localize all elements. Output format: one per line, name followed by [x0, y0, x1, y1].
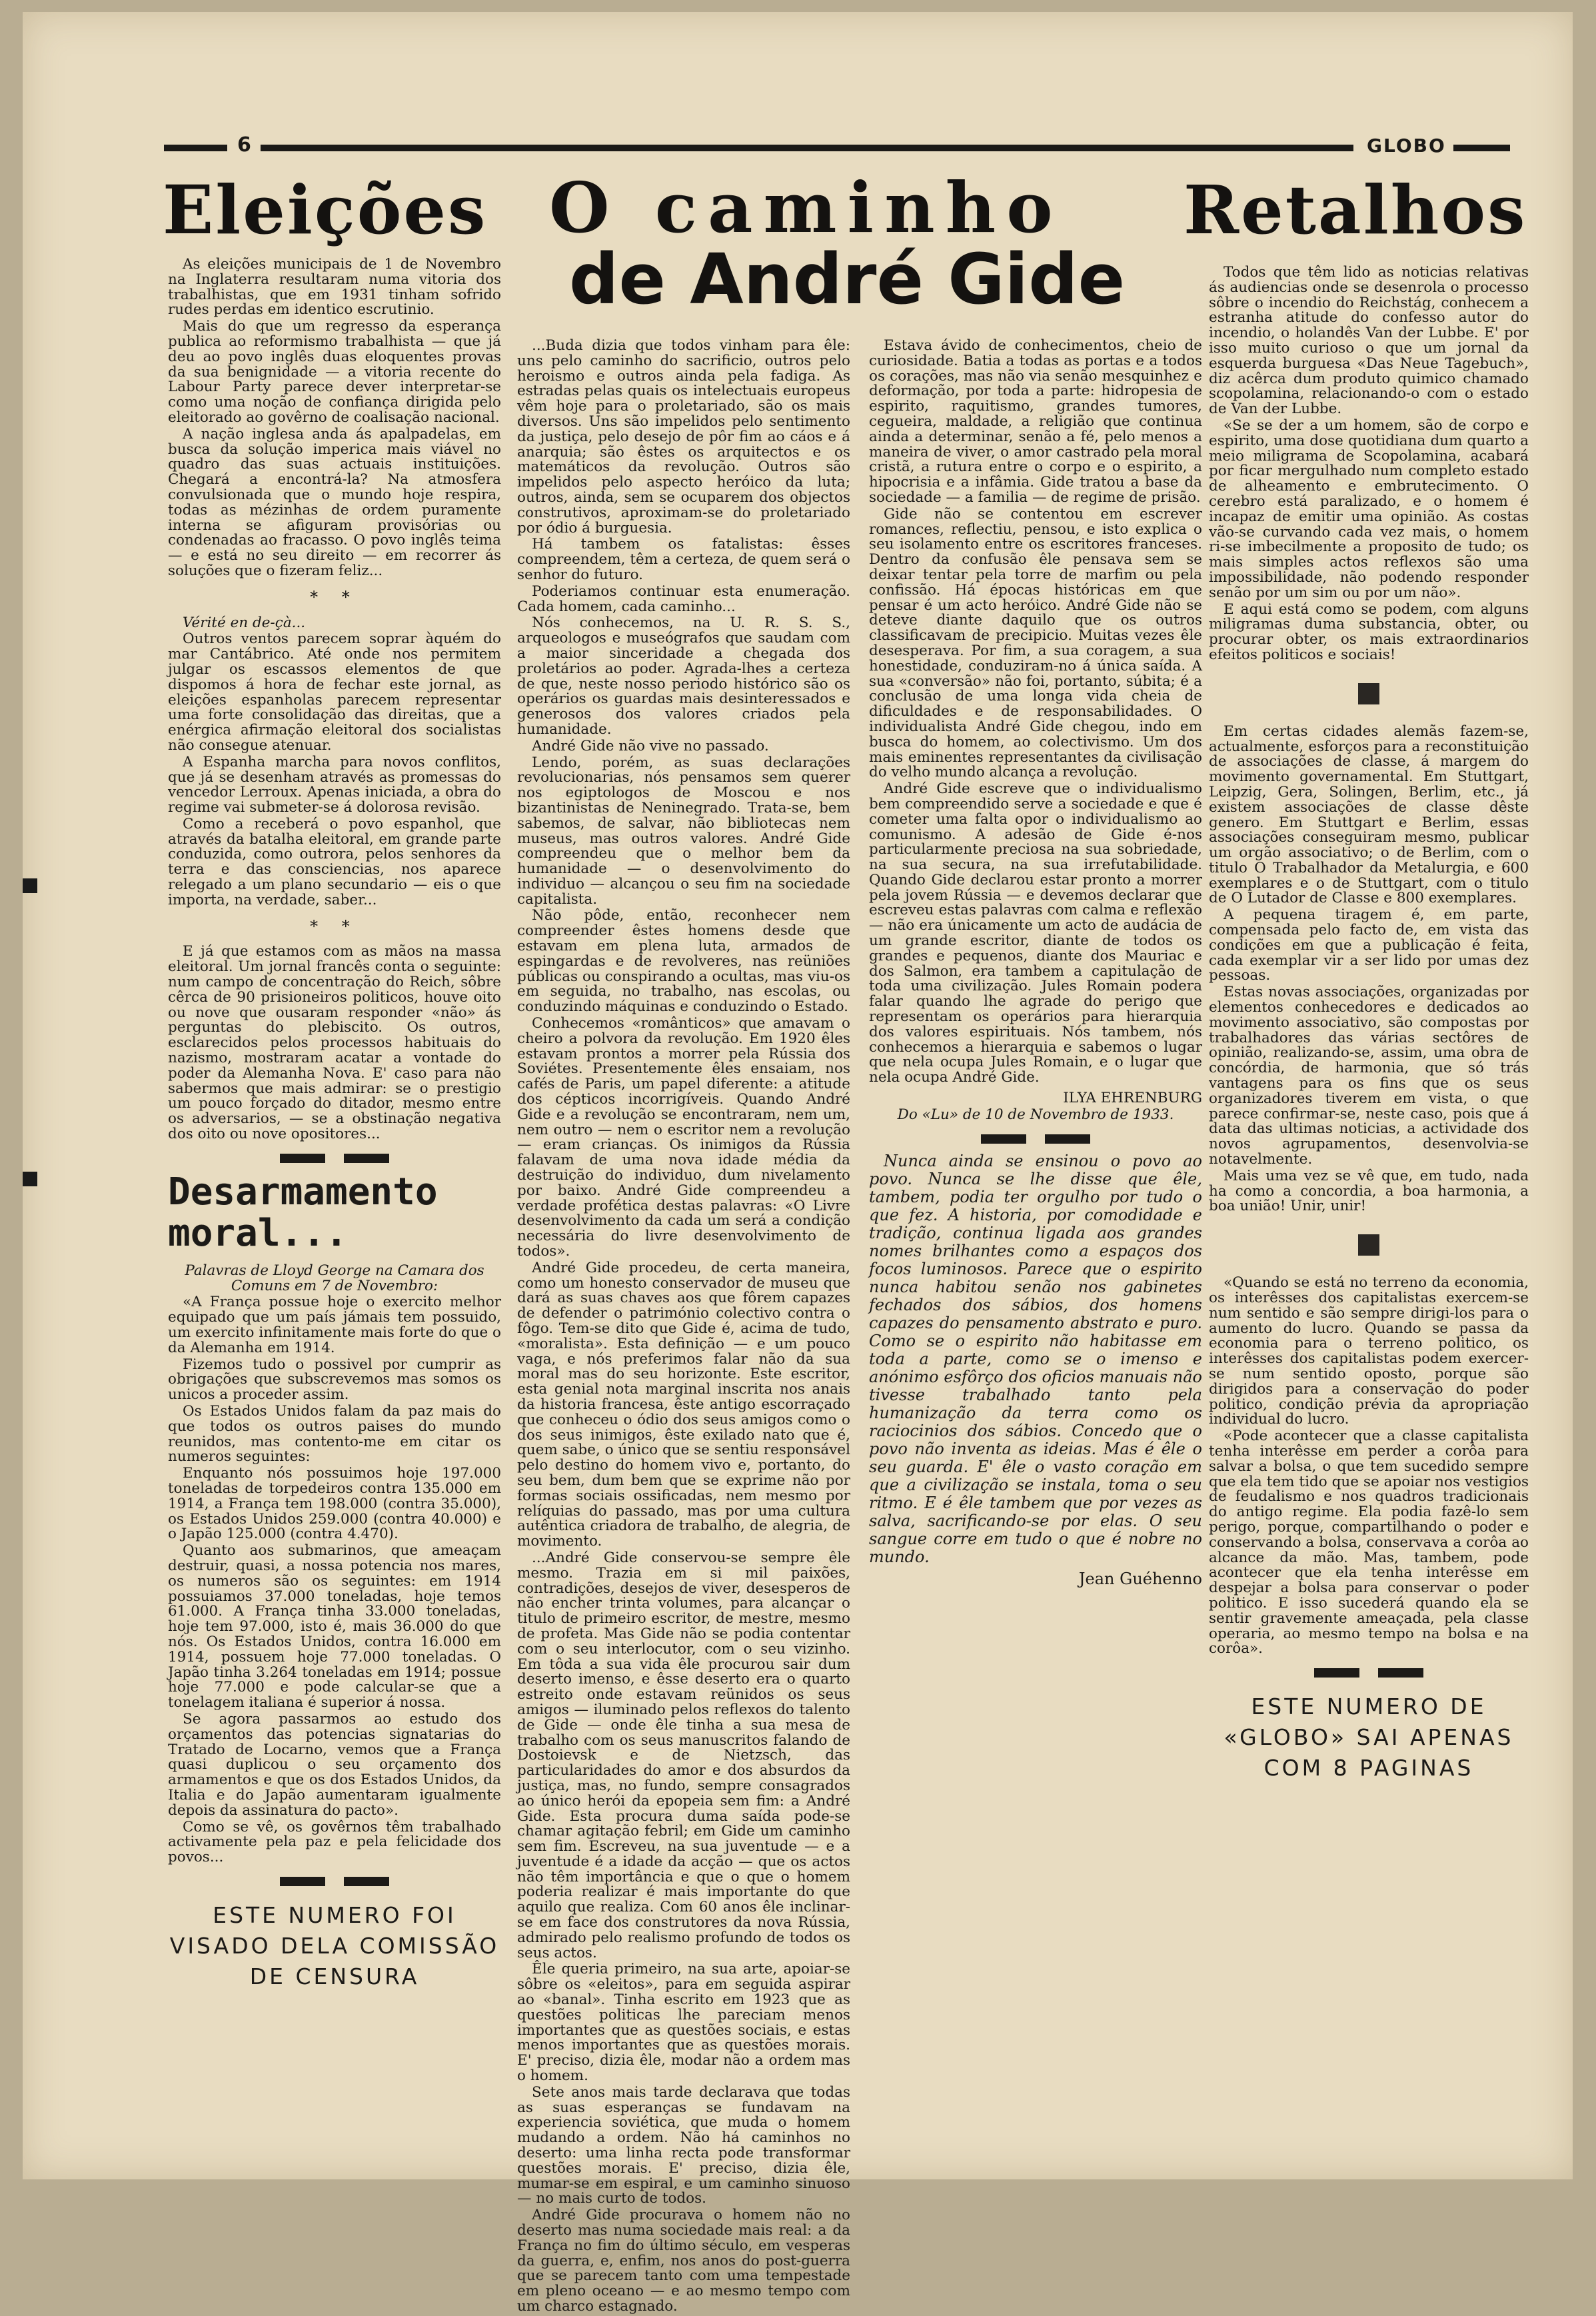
paragraph: As eleições municipais de 1 de Novembro na Inglaterra resultaram numa vitoria dos trabalhistas, que em 1931 tinham sofrido rudes perdas em identico escrutinio. — [168, 256, 501, 319]
paragraph: A nação inglesa anda ás apalpadelas, em busca da solução imperica mais viável no quadro das suas actuais instituições. Chegará a encontrá-la? Na atmosfera convulsionada que o mundo hoje respira, todas as mézinhas de ordem puramente interna se afiguram provisórias ou condenadas ao fracasso. O povo inglês teima — e está no seu direito — em recorrer ás soluções que o fizeram feliz... — [168, 425, 501, 579]
paragraph: Fizemos tudo o possivel por cumprir as obrigações que subscrevemos mas somos os unicos a proceder assim. — [168, 1356, 501, 1404]
quote-author: Jean Guéhenno — [1078, 1569, 1202, 1588]
censorship-notice: ESTE NUMERO FOI VISADO DELA COMISSÃO DE CENSURA — [169, 1901, 500, 1989]
subheadline-desarmamento: Desarmamento moral... — [168, 1170, 438, 1255]
notice-eight-pages: ESTE NUMERO DE «GLOBO» SAI APENAS COM 8 PAGINAS — [1223, 1694, 1514, 1781]
column-gide-a — [517, 339, 850, 2316]
paragraph: E aqui está como se podem, com alguns miligramas duma substancia, obter, ou procurar obter, os mais extraordinarios efeitos politicos e sociais! — [1209, 600, 1529, 663]
paragraph: Outros ventos parecem soprar àquém do mar Cantábrico. Até onde nos permitem julgar os escassos elementos de que dispomos á hora de fechar este jornal, as eleições espanholas parecem representar uma forte consolidação das direitas, que a enérgica afirmação eleitoral dos socialistas não consegue atenuar. — [168, 630, 501, 754]
paragraph: Mais do que um regresso da esperança publica ao reformismo trabalhista — que já deu ao povo inglês duas eloquentes provas da sua benignidade — a vitoria recente do Labour Party parece dever interpretar-se como uma noção de confiança dirigida pelo eleitorado ao govêrno de coalisação nacional. — [168, 318, 501, 426]
paragraph: Há tambem os fatalistas: êsses compreendem, têm a certeza, de quem será o senhor do futuro. — [517, 536, 850, 583]
masthead: GLOBO — [1367, 135, 1446, 157]
paragraph: A pequena tiragem é, em parte, compensada pelo facto de, em vista das condições em que a publicação é feita, cada exemplar vir a ser lido por umas dez pessoas. — [1209, 906, 1529, 984]
section-square — [1358, 1234, 1379, 1256]
headline-retalhos: Retalhos — [1184, 171, 1527, 249]
header-rule — [261, 145, 1353, 151]
paragraph: Poderiamos continuar esta enumeração. Cada homem, cada caminho... — [517, 582, 850, 615]
section-separator: * * — [310, 916, 359, 936]
author-signature: ILYA EHRENBURG — [1063, 1090, 1202, 1107]
paragraph: Todos que têm lido as noticias relativas ás audiencias onde se desenrola o processo sôbre o incendio do Reichstág, conhecem a estranha atitude do confesso autor do incendio, o holandês Van der Lubbe. E' por isso muito curioso o que um jornal da esquerda burguesa «Das Neue Tagebuch», diz acêrca dum produto quimico chamado scopolamina, relacionando-o com o estado de Van der Lubbe. — [1209, 264, 1529, 418]
section-separator: * * — [310, 587, 359, 606]
divider-bars — [168, 1875, 501, 1885]
paragraph: Como a receberá o povo espanhol, que através da batalha eleitoral, em grande parte conduzida, como outrora, pelos senhores da terra e das consciencias, nos aparece relegado a um plano secundario — eis o que importa, na verdade, saber... — [168, 815, 501, 908]
divider-bars — [869, 1132, 1202, 1143]
header-rule — [164, 145, 227, 151]
paragraph: Não pôde, então, reconhecer nem compreender êstes homens desde que estavam em plena luta, armados de espingardas e de revolveres, nas reüniões públicas ou conspirando a ocultas, mas viu-os em seguida, no trabalho, nas escolas, ou conduzindo máquinas e conduzindo o Estado. — [517, 907, 850, 1016]
page-number: 6 — [237, 133, 251, 157]
paragraph: Sete anos mais tarde declarava que todas as suas esperanças se fundavam na experiencia soviética, que muda o homem mudando a ordem. Não há caminhos no deserto: uma linha recta pode transformar questões morais. E' preciso, dizia êle, mumar-se em espiral, e um caminho sinuoso — no mais curto de todos. — [517, 2083, 850, 2207]
paragraph: Quanto aos submarinos, que ameaçam destruir, quasi, a nossa potencia nos mares, os numeros são os seguintes: em 1914 possuiamos 37.000 toneladas, hoje temos 61.000. A França tinha 33.000 toneladas, hoje tem 97.000, isto é, mais 36.000 do que nós. Os Estados Unidos, contra 16.000 em 1914, possuem hoje 77.000 toneladas. O Japão tinha 3.264 toneladas em 1914; possue hoje 77.000 e pode calcular-se que a tonelagem italiana é superior á nossa. — [168, 1542, 501, 1712]
paragraph: Conhecemos «românticos» que amavam o cheiro a polvora da revolução. Em 1920 êles estavam prontos a morrer pela Rússia dos Soviétes. Presentemente êles ensaiam, nos cafés de Paris, um papel diferente: a atitude dos cépticos incorrigíveis. Quando André Gide e a revolução se encontraram, nem um, nem outro — nem o escritor nem a revolução — eram crianças. Os inimigos da Rússia falavam de uma nova idade média da destruição do individuo, dum nivelamento por baixo. André Gide compreendeu a verdade profética destas palavras: «O Livre desenvolvimento da cada um será a condição necessária do livre desenvolvimento de todos». — [517, 1015, 850, 1260]
header-rule — [1453, 145, 1510, 151]
paragraph: «Pode acontecer que a classe capitalista tenha interêsse em perder a corôa para salvar a bolsa, o que tem sucedido sempre que ela tem tido que se apoiar nos vestigios de feudalismo e nos quadros tradicionais do antigo regime. Ela podia fazê-lo sem perigo, porque, compartilhando o poder e conservando a bolsa, conservava a corôa ao alcance da mão. Mas, tambem, pode acontecer que ela tenha interêsse em despejar a bolsa para conservar o poder politico. E isso sucederá quando ela se sentir gravemente ameaçada, pela classe operaria, ao mesmo tempo na bolsa e na corôa». — [1209, 1428, 1529, 1658]
divider-bars — [168, 1152, 501, 1162]
quote-paragraph: Nunca ainda se ensinou o povo ao povo. Nunca se lhe disse que êle, tambem, podia ter orgulho por tudo o que fez. A historia, por comodidade e tradição, continua ligada aos grandes nomes brilhantes como a espaços dos focos luminosos. Parece que o espirito nunca habitou senão nos gabinetes fechados dos sábios, dos homens capazes do pensamento abstrato e puro. Como se o espirito não habitasse em toda a parte, como se o imenso e anónimo esfôrço dos oficios manuais não tivesse trabalhado tanto pela humanização da terra como os raciocinios dos sábios. Concedo que o povo não inventa as ideias. Mas é êle o seu guarda. E' êle o vasto coração em que a civilização se instala, toma o seu ritmo. E é êle tambem que por vezes as salva, sacrificando-se por elas. O seu sangue corre em tudo o que é nobre no mundo. — [869, 1151, 1202, 1566]
paragraph: «Quando se está no terreno da economia, os interêsses dos capitalistas exercem-se num sentido e são sempre dirigi-los para o aumento do lucro. Quando se passa da economia para o terreno politico, os interêsses dos capitalistas podem exercer-se num sentido oposto, porque são dirigidos para a conservação do poder politico, condição prévia da apropriação individual do lucro. — [1209, 1274, 1529, 1428]
paragraph: Êle queria primeiro, na sua arte, apoiar-se sôbre os «eleitos», para em seguida aspirar ao «banal». Tinha escrito em 1923 que as questões politicas lhe pareciam menos importantes que as questões sociais, e estas menos importantes que as questões morais. E' preciso, dizia êle, modar não a ordem mas o homem. — [517, 1961, 850, 2085]
headline-caminho-line1: O caminho — [549, 167, 1064, 249]
paragraph: André Gide não vive no passado. — [532, 737, 769, 754]
paragraph: Os Estados Unidos falam da paz mais do que todos os outros paises do mundo reunidos, mas contento-me em citar os numeros seguintes: — [168, 1403, 501, 1466]
paragraph: Estas novas associações, organizadas por elementos conhecedores e dedicados ao movimento associativo, são compostas por trabalhadores das várias sectôres de opinião, realizando-se, assim, uma obra de concórdia, de harmonia, que só trás vantagens para os fins que os seus organizadores tiverem em vista, o que parece confirmar-se, neste caso, pois que á data das ultimas noticias, a actividade dos novos agrupamentos, desenvolvia-se notavelmente. — [1209, 984, 1529, 1168]
paragraph: Lendo, porém, as suas declarações revolucionarias, nós pensamos sem querer nos egiptologos de Moscou e nos bizantinistas de Neninegrado. Trata-se, bem sabemos, de salvar, não bibliotecas nem museus, mas outros valores. André Gide compreendeu que o melhor bem da humanidade — o desenvolvimento do individuo — alcançou o seu fim na sociedade capitalista. — [517, 754, 850, 908]
paragraph: Como se vê, os govêrnos têm trabalhado activamente pela paz e pela felicidade dos povos... — [168, 1818, 501, 1866]
paragraph: Em certas cidades alemãs fazem-se, actualmente, esforços para a reconstituição de associações de classe, á margem do movimento governamental. Em Stuttgart, Leipzig, Gera, Solingen, Berlim, etc., já existem associações de classe dêste genero. Em Stuttgart e Berlim, essas associações conseguiram mesmo, publicar um orgão associativo; o de Berlim, com o titulo O Trabalhador da Metalurgia, e 600 exemplares e o de Stuttgart, com o titulo de O Lutador de Classe e 800 exemplares. — [1209, 722, 1529, 907]
scan-mark — [23, 878, 37, 893]
paragraph: ...André Gide conservou-se sempre êle mesmo. Trazia em si mil paixões, contradições, desejos de viver, desesperos de não encher trinta volumes, para alcançar o titulo de primeiro escritor, de mestre, mesmo de profeta. Mas Gide não se podia contentar com o seu interlocutor, com o seu vizinho. Em tôda a sua vida êle procurou sair dum deserto imenso, e êsse deserto era o quarto estreito onde estavam reünidos os seus amigos — iluminado pelos reflexos do talento de Gide — onde êle tinha a sua mesa de trabalho com os seus manuscritos falando de Dostoievsk e de Nietzsch, das particularidades do amor e dos absurdos da justiça, mas, no fundo, sempre consagrados ao único herói da epopeia sem fim: a André Gide. Esta procura duma saída pode-se chamar agitação febril; em Gide um caminho sem fim. Escreveu, na sua juventude — e a juventude é a idade da acção — que os actos não têm importância e que o que o homem poderia realizar é mais importante do que aquilo que realiza. Com 60 anos êle inclinar-se em face dos construtores da nova Rússia, admirado pelo realismo profundo de todos os seus actos. — [517, 1549, 850, 1961]
paragraph: André Gide escreve que o individualismo bem compreendido serve a sociedade e que é cometer uma falta opor o individualismo ao comunismo. A adesão de Gide é-nos particularmente preciosa na sua sobriedade, na sua secura, na sua irrefutabilidade. Quando Gide declarou estar pronto a morrer pela jovem Rússia — e devemos declarar que escreveu estas palavras com calma e reflexão — não era únicamente um acto de audácia de um grande escritor, diante de todos os grandes e pequenos, diante dos Mauriac e dos Salmon, era tambem a capitulação de toda uma civilização. Jules Romain podera falar quando lhe agrade do perigo que representam os operários para hierarquia dos valores espirituais. Nós tambem, nós conhecemos a hierarquia e sabemos o lugar que nela ocupa Jules Romain, e o lugar que nela ocupa André Gide. — [869, 780, 1202, 1086]
paragraph: Estava ávido de conhecimentos, cheio de curiosidade. Batia a todas as portas e a todos os corações, mas não via senão mesquinhez e deformação, por toda a parte: hidropesia de espirito, raquitismo, grandes tumores, cegueira, maldade, a religião que continua ainda a determinar, senão a fé, pelo menos a maneira de viver, o amor castrado pela moral cristã, a rutura entre o corpo e o espirito, a hipocrisia e a infâmia. Gide tratou a base da sociedade — a familia — de regime de prisão. — [869, 337, 1202, 506]
divider-bars — [1209, 1666, 1529, 1677]
section-title: Vérité en de-çà... — [183, 614, 306, 631]
paragraph: «Se se der a um homem, são de corpo e espirito, uma dose quotidiana dum quarto a meio miligrama de Scopolamina, acabará por ficar mergulhado num completo estado de alheamento e embrutecimento. O cerebro está paralizado, e o homem é incapaz de emitir uma opinião. As costas vão-se curvando cada vez mais, o homem ri-se imbecilmente a proposito de tudo; os mais simples actos reflexos são uma impossibilidade, não podendo responder senão por um sim ou por um não». — [1209, 417, 1529, 601]
headline-eleicoes: Eleições — [163, 171, 488, 249]
paragraph: Se agora passarmos ao estudo dos orçamentos das potencias signatarias do Tratado de Locarno, vemos que a França quasi duplicou o seu orçamento dos armamentos e que os dos Estados Unidos, da Italia e do Japão aumentaram igualmente depois da assinatura do pacto». — [168, 1710, 501, 1819]
source-line: Do «Lu» de 10 de Novembro de 1933. — [897, 1106, 1174, 1123]
paragraph: André Gide procedeu, de certa maneira, como um honesto conservador de museu que dará as suas chaves aos que fôrem capazes de defender o património colectivo contra o fôgo. Tem-se dito que Gide é, acima de tudo, «moralista». Esta definição — e um pouco vaga, e nós preferimos falar não da sua moral mas do seu horizonte. Este escritor, esta genial nota marginal inscrita nos anais da historia francesa, êste antigo escorraçado que conheceu o ódio dos seus amigos como o dos seus inimigos, êste exilado nato que é, quem sabe, o único que se sentiu responsável pelo destino do homem vivo e, portanto, do seu bem, dum bem que se exprime não por formas sociais ossificadas, nem mesmo por relíquias do passado, mas por uma cultura autêntica criadora de trabalho, de alegria, de movimento. — [517, 1259, 850, 1550]
column-retalhos — [1209, 265, 1529, 1783]
column-eleicoes — [168, 257, 501, 1992]
paragraph: Enquanto nós possuimos hoje 197.000 toneladas de torpedeiros contra 135.000 em 1914, a França tem 198.000 (contra 35.000), os Estados Unidos 259.000 (contra 40.000) e o Japão 125.000 (contra 4.470). — [168, 1465, 501, 1543]
paragraph: Nós conhecemos, na U. R. S. S., arqueologos e museógrafos que saudam com a maior sinceridade a chegada dos proletários ao poder. Agrada-lhes a certeza de que, neste nosso periodo histórico são os operários os guardas mais desinteressados e generosos dos valores criados pela humanidade. — [517, 614, 850, 738]
paragraph: «A França possue hoje o exercito melhor equipado que um país jámais tem possuido, um exercito infinitamente mais forte do que o da Alemanha em 1914. — [168, 1294, 501, 1356]
column-gide-b — [869, 339, 1202, 1588]
paragraph: E já que estamos com as mãos na massa eleitoral. Um jornal francês conta o seguinte: num campo de concentração do Reich, sôbre cêrca de 90 prisioneiros politicos, houve oito ou nove que ousaram responder «não» ás perguntas do plebiscito. Os outros, esclarecidos pelos processos habituais do nazismo, mostraram acatar a vontade do poder da Alemanha Nova. E' caso para não sabermos que mais admirar: se o prestigio um pouco forçado do ditador, mesmo entre os adversarios, — se a obstinação negativa dos oito ou nove opositores... — [168, 943, 501, 1143]
page-header — [164, 133, 1523, 159]
section-square — [1358, 683, 1379, 704]
paragraph: A Espanha marcha para novos conflitos, que já se desenham através as promessas do vencedor Lerroux. Apenas iniciada, a obra do regime vai submeter-se á dolorosa revisão. — [168, 753, 501, 816]
scan-mark — [23, 1172, 37, 1186]
byline: Palavras de Lloyd George na Camara dos Comuns em 7 de Novembro: — [185, 1262, 484, 1294]
headline-caminho-line2: de André Gide — [569, 239, 1126, 320]
paragraph: ...Buda dizia que todos vinham para êle: uns pelo caminho do sacrificio, outros pelo heroismo e outros ainda pela fadiga. As estradas pelas quais os intelectuais europeus vêm hoje para o proletariado, são os mais diversos. Uns são impelidos pelo sentimento da justiça, pelo desejo de pôr fim ao cáos e á anarquia; são êstes os arquitectos e os matemáticos da revolução. Outros são impelidos pelo aspecto heróico da luta; outros, ainda, sem se ocuparem dos objectos construtivos, aproximam-se do proletariado por ódio á burguesia. — [517, 337, 850, 537]
paragraph: Gide não se contentou em escrever romances, reflectiu, pensou, e isto explica o seu isolamento entre os escritores franceses. Dentro da confusão êle pensava sem se deixar tentar pela torre de marfim ou pela confissão. Há épocas históricas em que pensar é um acto heróico. André Gide não se deteve diante daquilo que os outros classificavam de precipicio. Muitas vezes êle desesperava. Por fim, a sua coragem, a sua honestidade, conduziram-no á única saída. A sua «conversão» não foi, portanto, súbita; é a conclusão de uma longa vida cheia de dificuldades e de responsabilidades. O individualista André Gide chegou, indo em busca do homem, ao colectivismo. Um dos mais eminentes representantes da civilisação do velho mundo alcança a revolução. — [869, 505, 1202, 781]
paragraph: Mais uma vez se vê que, em tudo, nada ha como a concordia, a boa harmonia, a boa união! Unir, unir! — [1209, 1167, 1529, 1215]
newspaper-page — [23, 12, 1573, 2315]
paragraph: André Gide procurava o homem não no deserto mas numa sociedade mais real: a da França no fim do último século, em vesperas da guerra, e, enfim, nos anos do post-guerra que se parecem tanto com uma tempestade em pleno oceano — e ao mesmo tempo com um charco estagnado. — [517, 2207, 850, 2315]
